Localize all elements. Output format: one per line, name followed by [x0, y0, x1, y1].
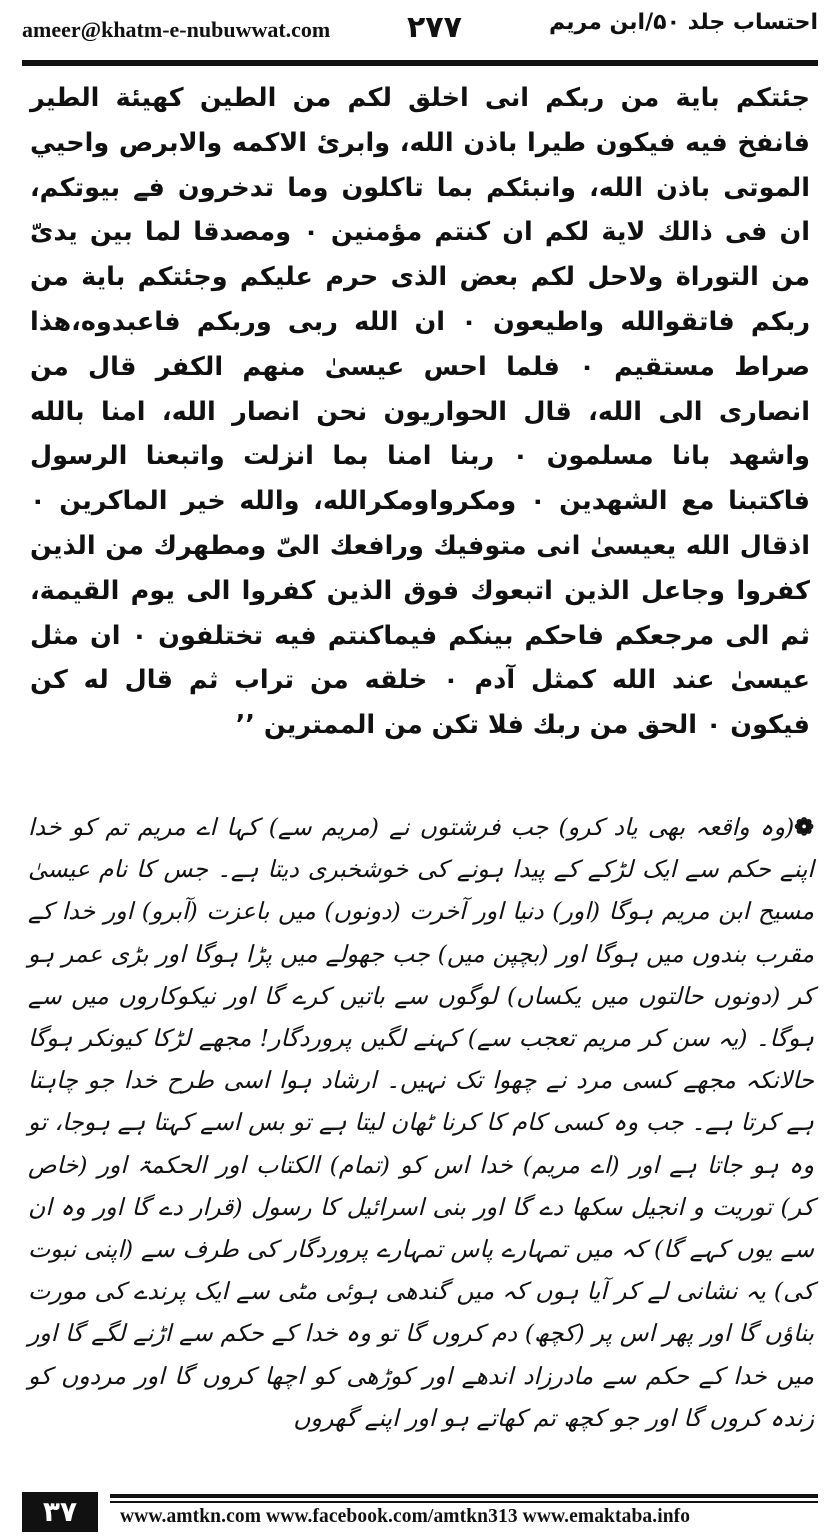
page-footer	[0, 1488, 840, 1540]
urdu-translation	[28, 806, 814, 1439]
footer-rule-thick	[110, 1494, 818, 1498]
paragraph-ornament-icon: ❁	[794, 813, 814, 841]
header-book-title: احتساب جلد ۵۰/ابن مریم	[549, 10, 818, 35]
arabic-text: جئتکم باية من ربکم انی اخلق لکم من الطين کهيئة الطير فانفخ فيه فيکون طيرا باذن الله، وابرئ الاکمه والابرص واحيي الموتی باذن الله، وانبئکم بما تاکلون وما تدخرون فے بيوتکم، ان فی ذالك لاية لکم ان کنتم مؤمنين ۰ ومصدقا لما بين يدیّ من التوراة ولاحل لکم بعض الذی حرم عليکم وجئتکم باية من ربکم فاتقوالله واطيعون ۰ ان الله ربی وربکم فاعبدوه،هذا صراط مستقيم ۰ فلما احس عيسیٰ منهم الکفر قال من انصاری الی الله، قال الحواريون نحن انصار الله، امنا بالله واشهد بانا مسلمون ۰ ربنا امنا بما انزلت واتبعنا الرسول فاکتبنا مع الشهدين ۰ ومکرواومکرالله، والله خير الماکرين ۰ اذقال الله يعيسیٰ انی متوفيك ورافعك الیّ ومطهرك من الذين کفروا وجاعل الذين اتبعوك فوق الذين کفروا الی يوم القيمة، ثم الی مرجعکم فاحکم بينکم فيماکنتم فيه تختلفون ۰ ان مثل عيسیٰ عند الله کمثل آدم ۰ خلقه من تراب ثم قال له کن فيکون ۰ الحق من ربك فلا تکن من الممترين ’’	[30, 83, 811, 741]
header-email: ameer@khatm-e-nubuwwat.com	[22, 17, 331, 42]
urdu-paragraph	[28, 806, 814, 1439]
footer-links: www.amtkn.com www.facebook.com/amtkn313 www.emaktaba.info	[120, 1506, 691, 1527]
arabic-passage	[30, 76, 810, 748]
page-header	[22, 8, 818, 52]
footer-page-number: ۳۷	[22, 1492, 98, 1532]
footer-rule-thin	[110, 1501, 818, 1503]
header-rule	[22, 60, 818, 66]
urdu-text: (وہ واقعہ بھی یاد کرو) جب فرشتوں نے (مریم سے) کہا اے مریم تم کو خدا اپنے حکم سے ایک لڑکے کے پیدا ہونے کی خوشخبری دیتا ہے۔ جس کا نام عیسیٰ مسیح ابن مریم ہوگا (اور) دنیا اور آخرت (دونوں) میں باعزت (آبرو) اور خدا کے مقرب بندوں میں ہوگا اور (بچپن میں) جب جھولے میں پڑا ہوگا اور بڑی عمر ہو کر (دونوں حالتوں میں یکساں) لوگوں سے باتیں کرے گا اور نیکوکاروں میں سے ہوگا۔ (یہ سن کر مریم تعجب سے) کہنے لگیں پروردگار! مجھے لڑکا کیونکر ہوگا حالانکہ مجھے کسی مرد نے چھوا تک نہیں۔ ارشاد ہوا اسی طرح خدا جو چاہتا ہے کرتا ہے۔ جب وہ کسی کام کا کرنا ٹھان لیتا ہے تو بس اسے کہتا ہے ہوجا، تو وہ ہو جاتا ہے اور (اے مریم) خدا اس کو (تمام) الکتاب اور الحکمۃ اور (خاص کر) توریت و انجیل سکھا دے گا اور بنی اسرائیل کا رسول (قرار دے گا اور وہ ان سے یوں کہے گا) کہ میں تمہارے پاس تمہارے پروردگار کی طرف سے (اپنی نبوت کی) یہ نشانی لے کر آیا ہوں کہ میں گندھی ہوئی مٹی سے ایک پرندے کی مورت بناؤں گا اور پھر اس پر (کچھ) دم کروں گا تو وہ خدا کے حکم سے اڑنے لگے گا اور میں خدا کے حکم سے مادرزاد اندھے اور کوڑھی کو اچھا کروں گا اور مردوں کو زندہ کروں گا اور جو کچھ تم کھاتے ہو اور اپنے گھروں	[28, 813, 814, 1432]
header-page-number: ۲۷۷	[407, 10, 462, 45]
